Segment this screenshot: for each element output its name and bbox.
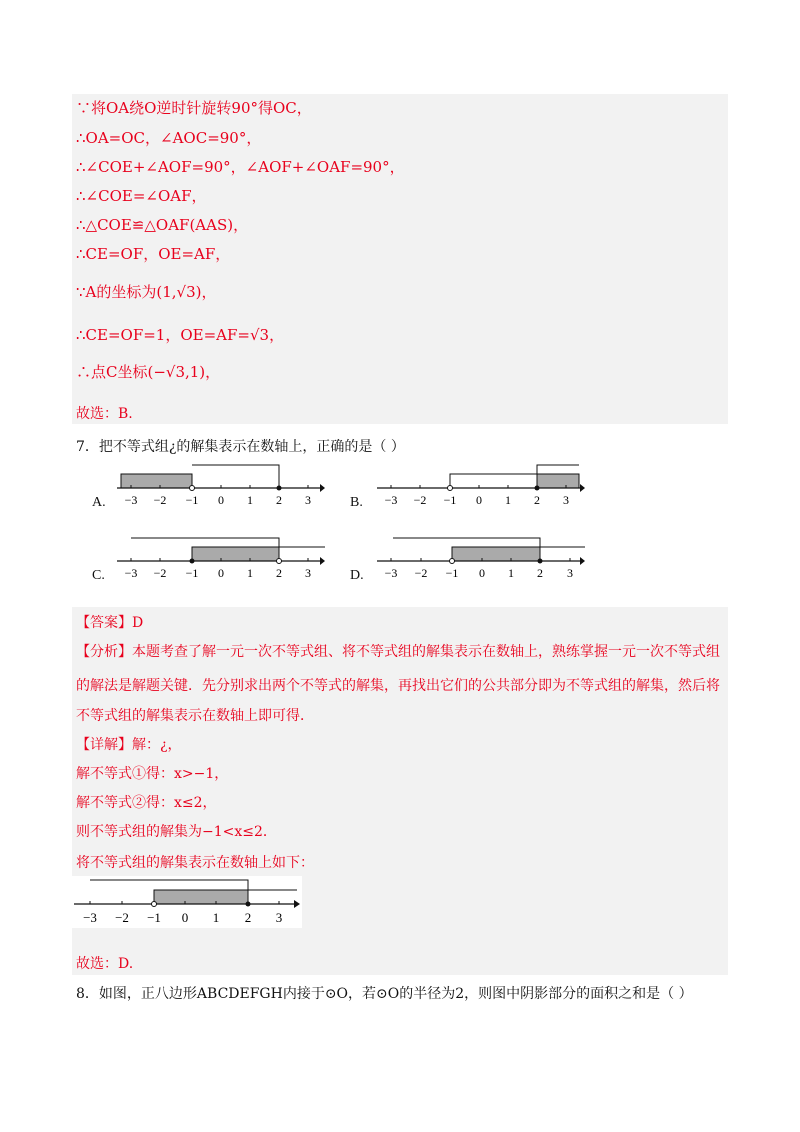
step-3: 则不等式组的解集为−1<x≤2．	[76, 824, 277, 840]
solution-line-3: ∴∠COE+∠AOF=90°，∠AOF+∠OAF=90°，	[76, 158, 405, 176]
answer-number-line	[72, 876, 302, 928]
option-c-label[interactable]: C.	[92, 568, 105, 583]
tick-label: 2	[537, 566, 543, 580]
solution-line-2: ∴OA=OC，∠AOC=90°，	[76, 129, 262, 147]
tick-label: 0	[218, 566, 224, 580]
solution-line-6: ∴CE=OF，OE=AF，	[76, 245, 231, 263]
tick-label: −2	[414, 566, 428, 580]
solution-line-5: ∴△COE≌△OAF(AAS)，	[76, 216, 249, 234]
option-d-label[interactable]: D.	[350, 568, 364, 583]
tick-label: −2	[413, 493, 427, 507]
number-line-d	[375, 535, 590, 583]
tick-label: 3	[305, 566, 311, 580]
tick-label: 3	[567, 566, 573, 580]
tick-label: 1	[212, 910, 220, 925]
answer-choice: 故选：D.	[76, 956, 134, 972]
analysis-line-1: 【分析】本题考查了解一元一次不等式组、将不等式组的解集表示在数轴上，熟练掌握一元一次不等式组	[76, 644, 720, 660]
tick-label: −1	[185, 493, 199, 507]
analysis-line-2: 的解法是解题关键．先分别求出两个不等式的解集，再找出它们的公共部分即为不等式组的解集，然后将	[76, 678, 720, 694]
solution-choice: 故选：B.	[76, 406, 133, 422]
tick-label: 1	[247, 493, 253, 507]
tick-label: 2	[276, 566, 282, 580]
solution-line-8: ∴CE=OF=1，OE=AF=√3，	[76, 326, 285, 344]
option-b-label[interactable]: B.	[350, 495, 363, 510]
step-2: 解不等式②得：x≤2，	[76, 795, 217, 811]
tick-label: −3	[83, 910, 97, 925]
tick-label: −3	[124, 566, 138, 580]
tick-label: 1	[508, 566, 514, 580]
question-7-text: 7．把不等式组¿的解集表示在数轴上，正确的是（ ）	[76, 439, 405, 455]
tick-label: 0	[218, 493, 224, 507]
tick-label: 3	[275, 910, 283, 925]
answer-label: 【答案】D	[76, 615, 144, 631]
tick-label: −1	[445, 566, 459, 580]
tick-label: −1	[147, 910, 161, 925]
number-line-c	[115, 535, 330, 583]
tick-label: −2	[153, 566, 167, 580]
tick-label: 2	[276, 493, 282, 507]
number-line-b	[375, 462, 585, 510]
solution-line-7: ∵A的坐标为(1,√3)，	[76, 283, 217, 301]
solution-line-9: ∴点C坐标(−√3,1)，	[76, 363, 221, 381]
tick-label: 1	[505, 493, 511, 507]
tick-label: −2	[153, 493, 167, 507]
tick-label: −3	[384, 566, 398, 580]
solution-line-1: ∵将OA绕O逆时针旋转90°得OC，	[76, 99, 312, 117]
solution-line-4: ∴∠COE=∠OAF，	[76, 187, 207, 205]
tick-label: 2	[244, 910, 252, 925]
option-a-label[interactable]: A.	[92, 495, 106, 510]
tick-label: 1	[247, 566, 253, 580]
analysis-line-3: 不等式组的解集表示在数轴上即可得．	[76, 708, 314, 724]
tick-label: 2	[534, 493, 540, 507]
tick-label: 0	[476, 493, 482, 507]
number-line-a	[115, 462, 325, 510]
tick-label: −1	[443, 493, 457, 507]
tick-label: −3	[124, 493, 138, 507]
tick-label: 3	[305, 493, 311, 507]
question-8-text: 8．如图，正八边形ABCDEFGH内接于⊙O，若⊙O的半径为2，则图中阴影部分的面积之和是（ ）	[76, 986, 693, 1002]
step-4: 将不等式组的解集表示在数轴上如下：	[76, 855, 314, 871]
tick-label: −3	[384, 493, 398, 507]
tick-label: 0	[181, 910, 189, 925]
tick-label: 0	[479, 566, 485, 580]
tick-label: −2	[115, 910, 129, 925]
tick-label: 3	[563, 493, 569, 507]
tick-label: −1	[185, 566, 199, 580]
detail-line: 【详解】解：¿，	[76, 737, 182, 753]
step-1: 解不等式①得：x>−1，	[76, 766, 229, 782]
